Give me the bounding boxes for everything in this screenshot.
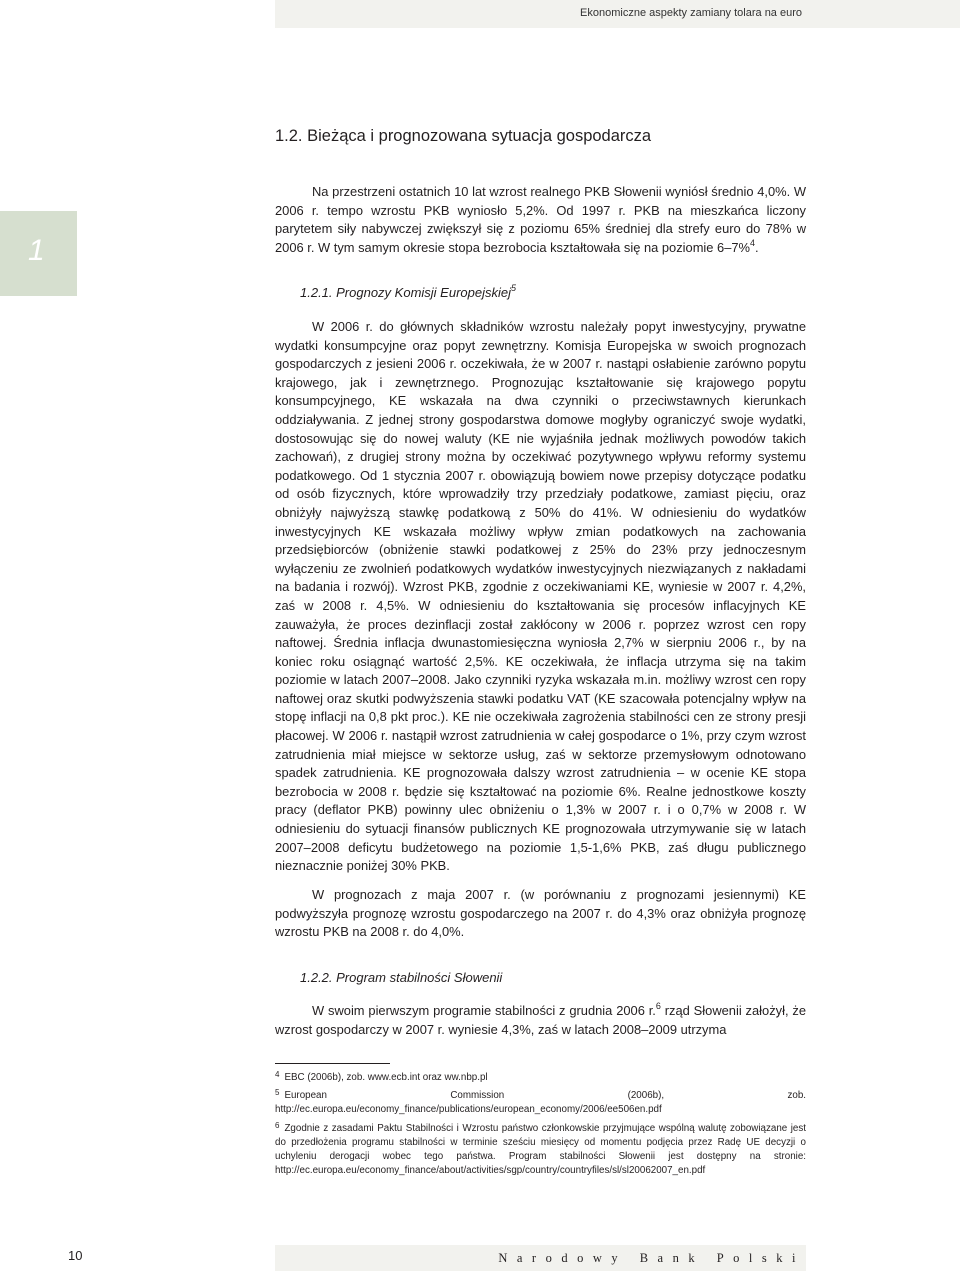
chapter-number: 1 [28, 234, 45, 267]
running-header [275, 0, 960, 28]
footnote-number: 6 [275, 1120, 280, 1130]
subsection-title-1 [300, 285, 516, 300]
footnote-text: Zgodnie z zasadami Paktu Stabilności i Wzrostu państwo członkowskie przyjmujące wspólną walutę zobowiązane jest do przedłożenia programu stabilności w terminie sześciu miesięcy od momentu podjęcia przez Radę UE decyzji o uchyleniu derogacji wobec tego państwa. Program stabilności Słowenii jest dostępny na stronie: http://ec.europa.eu/economy_finance/about/activities/sgp/country/countryfiles/sl/sl20062007_en.pdf [275, 1122, 806, 1177]
paragraph-3-start: W swoim pierwszym programie stabilności z grudnia 2006 r. [312, 1003, 656, 1018]
footnote-5 [275, 1086, 806, 1117]
section-title: 1.2. Bieżąca i prognozowana sytuacja gospodarcza [275, 127, 652, 145]
footnote-ref-5[interactable]: 5 [511, 283, 517, 293]
footnote-number: 4 [275, 1070, 280, 1079]
footnote-6 [275, 1119, 806, 1179]
footnote-text: EBC (2006b), zob. www.ecb.int oraz ww.nbp.pl [284, 1072, 488, 1083]
footnote-number: 5 [275, 1088, 280, 1098]
footnotes [275, 1068, 806, 1179]
intro-tail: . [755, 239, 759, 255]
body-paragraph-3 [275, 1002, 806, 1039]
footnote-ref-6[interactable]: 6 [655, 1001, 661, 1011]
subsection-title-2: 1.2.2. Program stabilności Słowenii [300, 970, 503, 985]
footnote-4 [275, 1068, 806, 1085]
intro-text: Na przestrzeni ostatnich 10 lat wzrost realnego PKB Słowenii wyniósł średnio 4,0%. W 2006 r. tempo wzrostu PKB wyniosło 5,2%. Od 1997 r. PKB na mieszkańca liczony parytetem siły nabywczej zwiększył się z poziomu 65% średniej dla strefy euro do 78% w 2006 r. W tym samym okresie stopa bezrobocia kształtowała się na poziomie 6–7% [275, 184, 806, 255]
footnote-text: European Commission (2006b), zob. http://ec.europa.eu/economy_finance/publications/european_economy/2006/ee506en.pdf [275, 1090, 806, 1116]
body-paragraph-2: W prognozach z maja 2007 r. (w porównaniu z prognozami jesiennymi) KE podwyższyła prognozę wzrostu gospodarczego na 2007 r. do 4,3% oraz obniżyła prognozę wzrostu PKB na 2008 r. do 4,0%. [275, 887, 806, 940]
footnote-divider [275, 1063, 390, 1064]
subsection-title-1-text: 1.2.1. Prognozy Komisji Europejskiej [300, 285, 511, 300]
body-paragraph-1: W 2006 r. do głównych składników wzrostu należały popyt inwestycyjny, prywatne wydatki konsumpcyjne oraz popyt zewnętrzny. Komisja Europejska w swoich prognozach gospodarczych z jesieni 2006 r. oczekiwała, że w 2007 r. nastąpi osłabienie zarówno popytu krajowego, jak i zewnętrznego. Prognozując kształtowanie się krajowego popytu konsumpcyjnego, KE wskazała na dwa czynniki o przeciwstawnych kierunkach oddziaływania. Z jednej strony gospodarstwa domowe mogłyby ograniczyć swoje wydatki, dostosowując się do nowej waluty (KE nie wyjaśniła jednak możliwych powodów takich zachowań), z drugiej strony można by oczekiwać pozytywnego wpływu reformy systemu podatkowego. Od 1 stycznia 2007 r. obowiązują bowiem nowe przepisy dotyczące podatku od osób fizycznych, które wprowadziły trzy przedziały podatkowe, zamiast pięciu, oraz obniżyły najwyższą stawkę podatkową z 50% do 41%. W odniesieniu do wydatków inwestycyjnych KE wskazała możliwy wpływ zmian podatkowych na zachowania przedsiębiorców (obniżenie stawki podatkowej z 25% do 23% przy jednoczesnym wyłączeniu ze zwolnień podatkowych wydatków inwestycyjnych niezwiązanych z nakładami na badania i rozwój). Wzrost PKB, zgodnie z oczekiwaniami KE, wyniesie w 2007 r. 4,2%, zaś w 2008 r. 4,5%. W odniesieniu do kształtowania się procesów inflacyjnych KE zauważyła, że proces dezinflacji został zakłócony w 2006 r. poprzez wzrost cen ropy naftowej. Średnia inflacja dwunastomiesięczna wyniosła 2,7% w sierpniu 2006 r., by na koniec roku osiągnąć wartość 2,5%. KE oczekiwała, że inflacja utrzyma się na takim poziomie w latach 2007–2008. Jako czynniki ryzyka wskazała m.in. możliwy wzrost cen ropy naftowej oraz skutki podwyższenia stawki podatku VAT (KE szacowała potencjalny wpływ na stopę inflacji na 0,8 pkt proc.). KE nie oczekiwała zagrożenia stabilności cen ze strony presji płacowej. W 2006 r. nastąpił wzrost zatrudnienia w całej gospodarce o 1%, przy czym wzrost zatrudnienia miał miejsce w sektorze usług, zaś w sektorze przemysłowym odnotowano spadek zatrudnienia. KE prognozowała dalszy wzrost zatrudnienia – w ocenie KE stopa bezrobocia w 2008 r. będzie się kształtować na poziomie 6%. Realne jednostkowe koszty pracy (deflator PKB) powinny ulec obniżeniu o 1,3% w 2007 r. i o 0,7% w 2008 r. W odniesieniu do sytuacji finansów publicznych KE prognozowała utrzymywanie się w latach 2007–2008 deficytu budżetowego na poziomie 1,5-1,6% PKB, zaś długu publicznego nieznacznie poniżej 30% PKB. [275, 319, 806, 874]
footnote-ref-4[interactable]: 4 [750, 237, 756, 248]
intro-paragraph [275, 183, 806, 257]
running-title: Ekonomiczne aspekty zamiany tolara na euro [580, 7, 802, 19]
paragraph-3-end: rząd Słowenii założył, że wzrost gospodarczy w 2007 r. wyniesie 4,3%, zaś w latach 2008–2009 utrzyma [275, 1003, 806, 1037]
footer-brand: Narodowy Bank Polski [498, 1251, 805, 1265]
page-number: 10 [68, 1248, 83, 1263]
